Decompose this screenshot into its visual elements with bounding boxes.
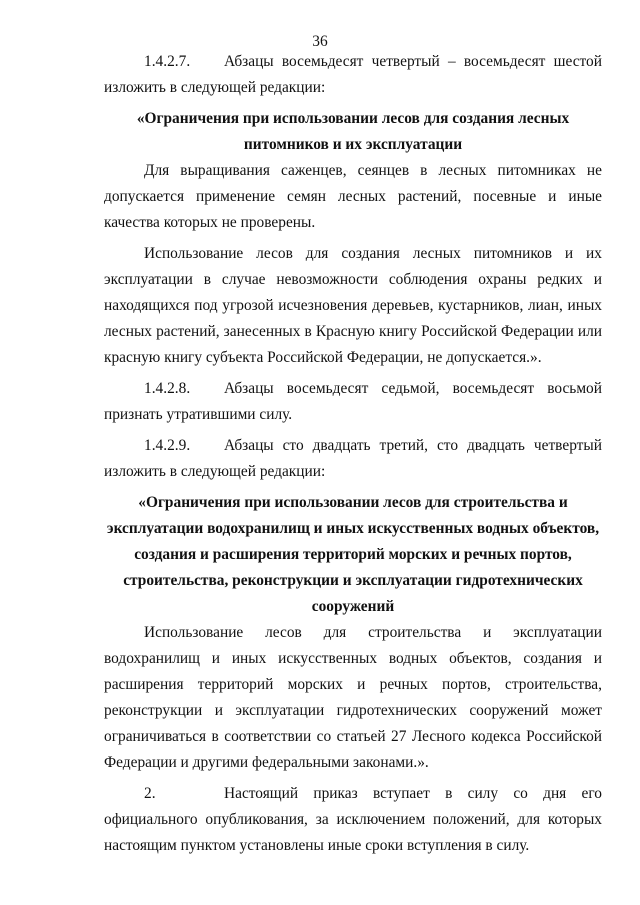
paragraph-text: Абзацы восемьдесят четвертый – восемьдесят шестой изложить в следующей редакции: bbox=[104, 53, 602, 96]
item-number: 1.4.2.9. bbox=[144, 437, 191, 454]
paragraph-text: Абзацы сто двадцать третий, сто двадцать четвертый изложить в следующей редакции: bbox=[104, 437, 602, 480]
item-number: 1.4.2.7. bbox=[144, 53, 191, 70]
page-number: 36 bbox=[312, 33, 328, 50]
section-heading: «Ограничения при использовании лесов для строительства и эксплуатации водохранилищ и иных искусственных водных объектов, создания и расширения территорий морских и речных портов, строительства, реконструкции и эксплуатации гидротехнических сооружений bbox=[106, 494, 600, 615]
section-heading: «Ограничения при использовании лесов для создания лесных питомников и их эксплуатации bbox=[136, 110, 570, 153]
paragraph-1-4-2-7 bbox=[104, 49, 602, 101]
paragraph: Использование лесов для создания лесных питомников и их эксплуатации в случае невозможности соблюдения охраны редких и находящихся под угрозой исчезновения деревьев, кустарников, лиан, иных лесных растений, занесенных в Красную книгу Российской Федерации или красную книгу субъекта Российской Федерации, не допускается.». bbox=[104, 245, 602, 366]
paragraph-text: Настоящий приказ вступает в силу со дня его официального опубликования, за исключением положений, для которых настоящим пунктом установлены иные сроки вступления в силу. bbox=[104, 785, 602, 854]
paragraph-1-4-2-9 bbox=[104, 433, 602, 485]
paragraph-2 bbox=[104, 781, 602, 859]
item-number: 2. bbox=[144, 785, 156, 802]
paragraph: Использование лесов для строительства и эксплуатации водохранилищ и иных искусственных водных объектов, создания и расширения территорий морских и речных портов, строительства, реконструкции и эксплуатации гидротехнических сооружений может ограничиваться в соответствии со статьей 27 Лесного кодекса Российской Федерации и другими федеральными законами.». bbox=[104, 624, 602, 771]
item-number: 1.4.2.8. bbox=[144, 380, 191, 397]
paragraph-1-4-2-8 bbox=[104, 376, 602, 428]
paragraph: Для выращивания саженцев, сеянцев в лесных питомниках не допускается применение семян лесных растений, посевные и иные качества которых не проверены. bbox=[104, 162, 602, 231]
paragraph-text: Абзацы восемьдесят седьмой, восемьдесят восьмой признать утратившими силу. bbox=[104, 380, 602, 423]
document-body bbox=[104, 49, 602, 859]
